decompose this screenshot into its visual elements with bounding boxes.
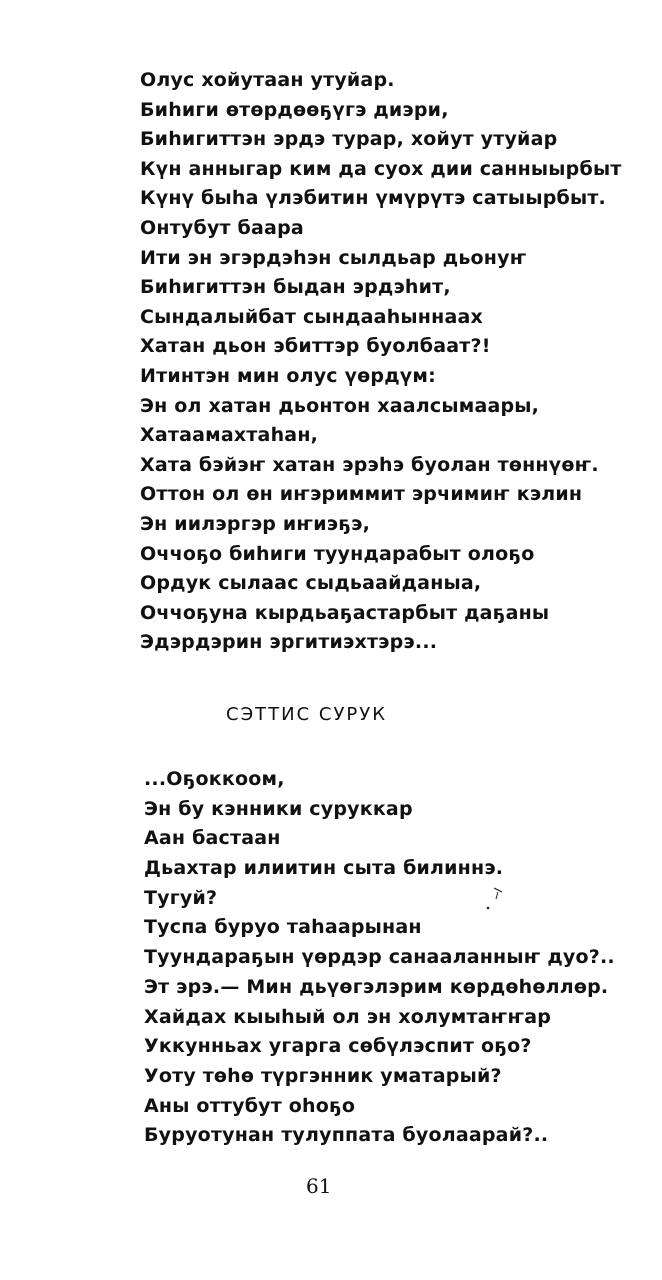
poem-line: ...Оҕоккоом, <box>144 768 285 790</box>
poem-line: Туспа буруо таһаарынан <box>144 916 422 939</box>
poem-line: Хатан дьон эбиттэр буолбаат?! <box>140 335 491 358</box>
section-heading: СЭТТИС СУРУК <box>226 704 388 725</box>
poem-line: Биһигиттэн эрдэ турар, хойут утуйар <box>140 128 558 151</box>
poem-line: Эн ол хатан дьонтон хаалсымаары, <box>140 394 540 417</box>
poem-line: Эн иилэргэр иҥиэҕэ, <box>140 512 370 535</box>
poem-line: Сындалыйбат сындааһыннаах <box>140 305 483 328</box>
poem-line: Туундараҕын үөрдэр санааланныҥ дуо?.. <box>144 946 615 969</box>
poem-line: Дьахтар илиитин сыта билиннэ. <box>144 857 504 880</box>
poem-line: Биһиги өтөрдөөҕүгэ диэри, <box>140 98 449 121</box>
poem-line: Эт эрэ.— Мин дьүөгэлэрим көрдөһөллөр. <box>144 975 609 998</box>
poem-line: Итинтэн мин олус үөрдүм: <box>140 364 436 387</box>
poem-line: Күнү быһа үлэбитин үмүрүтэ сатыырбыт. <box>140 187 606 210</box>
poem-line: Тугуй? <box>144 886 218 909</box>
poem-stanza-two <box>144 765 662 1151</box>
poem-line: Уккунньах угарга сөбүлэспит оҕо? <box>144 1035 532 1058</box>
poem-line: Биһигиттэн быдан эрдэһит, <box>140 276 451 299</box>
poem-line: Эн бу кэнники суруккар <box>144 797 413 820</box>
poem-line: Онтубут баара <box>140 216 304 239</box>
poem-line: Оттон ол өн иҥэриммит эрчимиҥ кэлин <box>140 483 583 506</box>
poem-line: Олус хойутаан утуйар. <box>140 69 395 91</box>
poem-line: Ордук сылаас сыдьаайданыа, <box>140 572 482 595</box>
poem-line: Эдэрдэрин эргитиэхтэрэ... <box>140 631 438 654</box>
poem-line: Оччоҕуна кырдьаҕастарбыт даҕаны <box>140 601 550 624</box>
ink-speck-mark <box>484 886 504 914</box>
poem-line: Уоту төһө түргэнник уматарый? <box>144 1064 502 1087</box>
poem-line: Күн анныгар ким да суох дии санныырбыт <box>140 157 622 180</box>
poem-stanza-one <box>140 66 660 658</box>
poem-line: Буруотунан тулуппата буолаарай?.. <box>144 1124 549 1147</box>
poem-line: Оччоҕо биһиги туундарабыт олоҕо <box>140 542 535 565</box>
poem-line: Хатаамахтаһан, <box>140 424 319 447</box>
poem-line: Хайдах кыыһый ол эн холумтаҥҥар <box>144 1005 552 1028</box>
poem-line: Аан бастаан <box>144 827 281 850</box>
poem-line: Аны оттубут оһоҕо <box>144 1094 356 1117</box>
poem-line: Ити эн эгэрдэһэн сылдьар дьонуҥ <box>140 246 527 269</box>
poem-line: Хата бэйэҥ хатан эрэһэ буолан төннүөҥ. <box>140 453 599 476</box>
page-number: 61 <box>306 1174 332 1198</box>
